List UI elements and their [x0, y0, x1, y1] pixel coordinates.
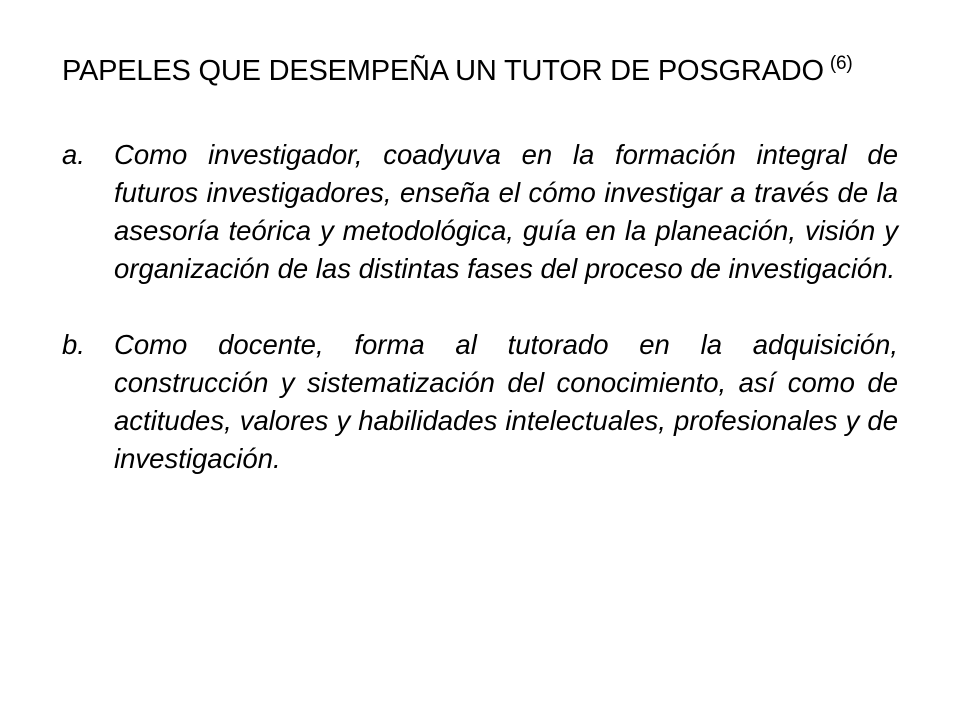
list-item-marker: b.	[62, 329, 85, 360]
slide-title-text: PAPELES QUE DESEMPEÑA UN TUTOR DE POSGRADO	[62, 55, 824, 87]
list-item-marker: a.	[62, 139, 85, 170]
list-item	[62, 326, 898, 478]
list-item-text: Como investigador, coadyuva en la formación integral de futuros investigadores, enseña el cómo investigar a través de la asesoría teórica y metodológica, guía en la planeación, visión y organización de las distintas fases del proceso de investigación.	[114, 139, 898, 284]
list-item-text: Como docente, forma al tutorado en la adquisición, construcción y sistematización del conocimiento, así como de actitudes, valores y habilidades intelectuales, profesionales y de investigación.	[114, 329, 898, 474]
roles-list	[62, 136, 898, 478]
title-reference: (6)	[829, 53, 853, 74]
slide-title	[62, 44, 922, 91]
list-item	[62, 136, 898, 288]
